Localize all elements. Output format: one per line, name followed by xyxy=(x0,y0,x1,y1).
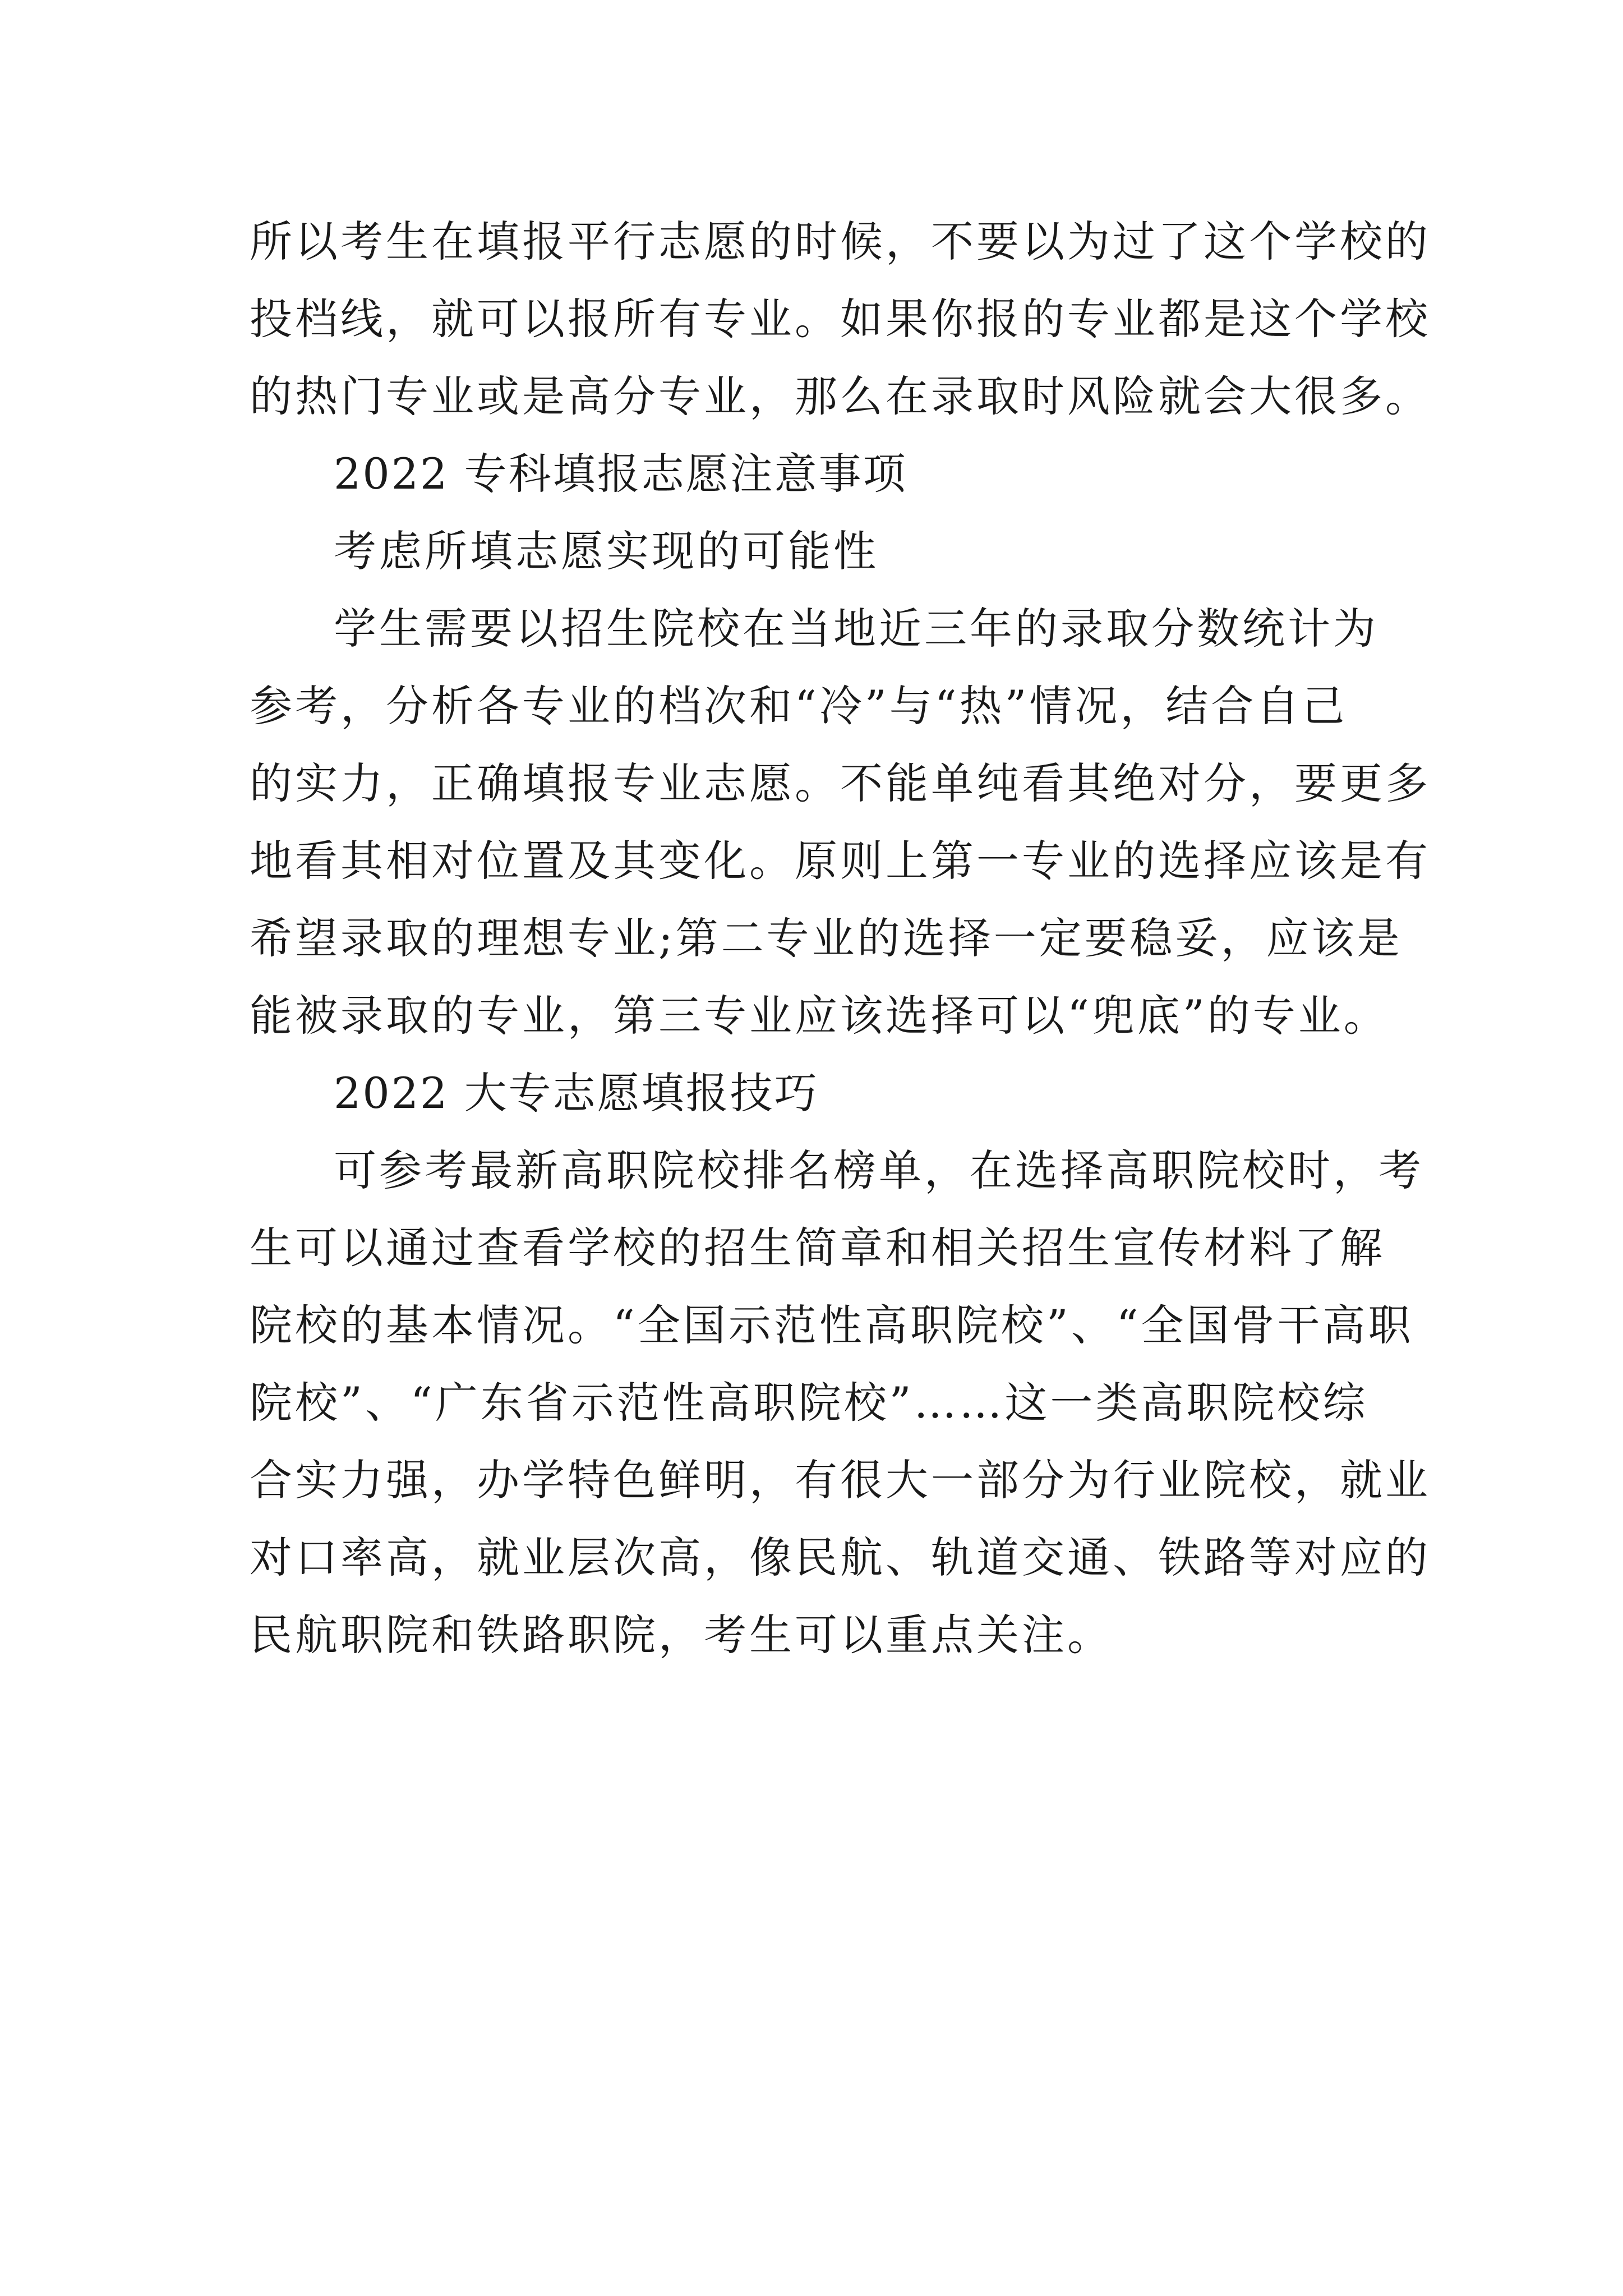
paragraph-line: 的热门专业或是高分专业，那么在录取时风险就会大很多。 xyxy=(250,371,1431,421)
paragraph-line: 合实力强，办学特色鲜明，有很大一部分为行业院校，就业 xyxy=(250,1455,1431,1505)
paragraph-line: 院校”、“广东省示范性高职院校”……这一类高职院校综 xyxy=(250,1378,1368,1428)
section-heading: 2022 大专志愿填报技巧 xyxy=(334,1068,819,1118)
paragraph-line: 学生需要以招生院校在当地近三年的录取分数统计为 xyxy=(334,604,1378,654)
paragraph-line: 投档线，就可以报所有专业。如果你报的专业都是这个学校 xyxy=(250,294,1431,344)
paragraph-line: 院校的基本情况。“全国示范性高职院校”、“全国骨干高职 xyxy=(250,1300,1414,1350)
paragraph-line: 可参考最新高职院校排名榜单，在选择高职院校时，考 xyxy=(334,1145,1424,1195)
paragraph-line: 的实力，正确填报专业志愿。不能单纯看其绝对分，要更多 xyxy=(250,758,1431,808)
paragraph-line: 希望录取的理想专业;第二专业的选择一定要稳妥，应该是 xyxy=(250,913,1403,963)
paragraph-line: 参考，分析各专业的档次和“冷”与“热”情况，结合自己 xyxy=(250,681,1348,731)
paragraph-line: 生可以通过查看学校的招生简章和相关招生宣传材料了解 xyxy=(250,1223,1385,1273)
paragraph-line: 地看其相对位置及其变化。原则上第一专业的选择应该是有 xyxy=(250,836,1431,886)
paragraph-line: 所以考生在填报平行志愿的时候，不要以为过了这个学校的 xyxy=(250,217,1431,266)
section-heading: 2022 专科填报志愿注意事项 xyxy=(334,449,907,499)
paragraph-line: 对口率高，就业层次高，像民航、轨道交通、铁路等对应的 xyxy=(250,1533,1431,1582)
subsection-heading: 考虑所填志愿实现的可能性 xyxy=(334,526,879,576)
paragraph-line: 民航职院和铁路职院，考生可以重点关注。 xyxy=(250,1610,1113,1660)
document-body xyxy=(250,203,1431,1674)
paragraph-line: 能被录取的专业，第三专业应该选择可以“兜底”的专业。 xyxy=(250,991,1389,1041)
